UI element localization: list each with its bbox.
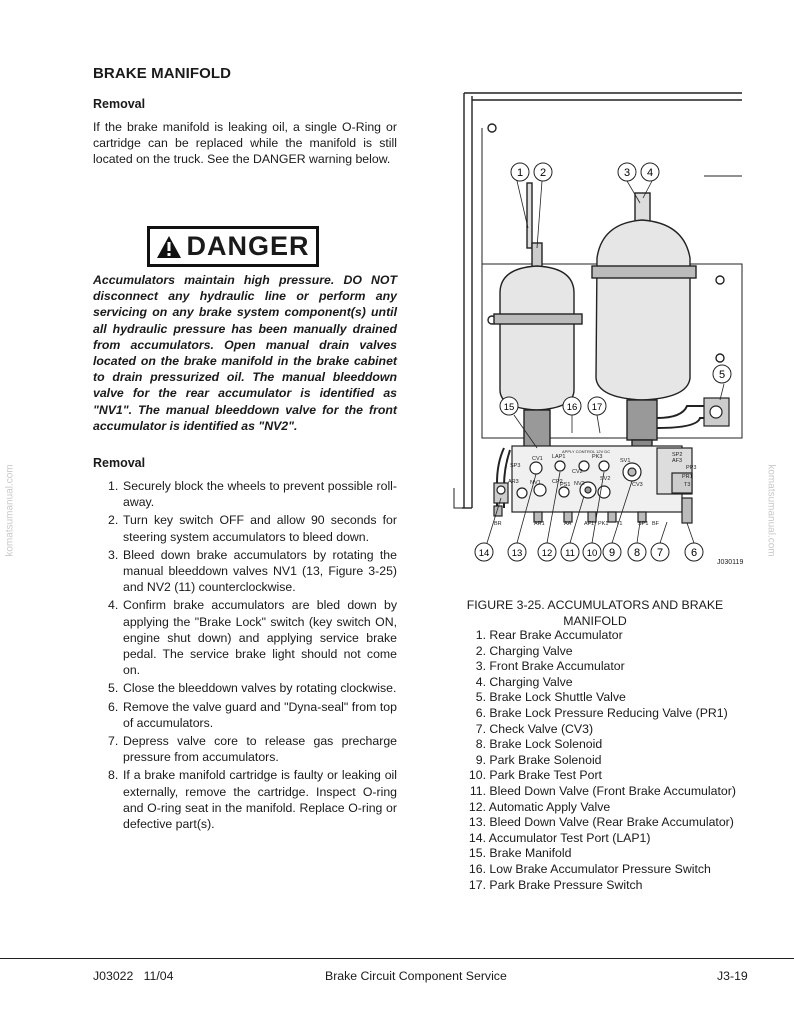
step-item: 6. Remove the valve guard and "Dyna-seal" from top of accumulators.	[108, 699, 397, 730]
footer-doc-id: J03022 11/04	[93, 969, 174, 983]
port-label: SP3	[510, 463, 521, 469]
callout-5	[713, 365, 731, 383]
svg-text:11: 11	[565, 548, 575, 559]
svg-text:7: 7	[656, 547, 664, 559]
callout-14	[475, 543, 493, 561]
shuttle-valve	[704, 398, 729, 426]
callout-15	[500, 397, 518, 415]
manifold-apply-label: APPLY CONTROL 12V DC	[562, 449, 611, 454]
port-label: LAP1	[552, 454, 566, 460]
svg-text:10: 10	[586, 548, 598, 559]
svg-text:4: 4	[646, 167, 654, 179]
legend-item: 16. Low Brake Accumulator Pressure Switch	[468, 861, 711, 876]
svg-text:1: 1	[516, 167, 524, 179]
callout-17	[588, 397, 606, 415]
step-item: 7. Depress valve core to release gas precharge pressure from accumulators.	[108, 734, 397, 765]
port-label: AR3	[508, 479, 519, 485]
callout-16	[563, 397, 581, 415]
svg-text:8: 8	[633, 547, 641, 559]
port-label: BF	[652, 521, 660, 527]
step-item: 8. If a brake manifold cartridge is faulty or leaking oil externally, remove the cartridge. Inspect O-ring and O-ring seat in the manifold. Replace O-ring or defective part(s).	[108, 768, 397, 832]
legend-item: 1. Rear Brake Accumulator	[475, 628, 623, 642]
footer-page-number: J3-19	[717, 969, 748, 983]
section-title: BRAKE MANIFOLD	[93, 65, 232, 82]
footer-divider	[0, 958, 794, 959]
port-label: AF1	[584, 521, 595, 527]
danger-warning-text: Accumulators maintain high pressure. DO NOT disconnect any hydraulic line or perform any servicing on any brake system component(s) until all hydraulic pressure has been manually drained from accumulators. Open manual drain valves located on the brake manifold in the brake cabinet to drain pressurized oil. The manual bleeddown valve for the rear accumulator is identified as "NV1". The manual bleeddown valve for the front accumulator is identified as "NV2".	[93, 273, 397, 433]
port-label: AF3	[672, 458, 683, 464]
port-label: NV2	[574, 481, 585, 487]
danger-word: DANGER	[186, 231, 310, 261]
figure-legend	[460, 628, 736, 893]
svg-text:12: 12	[541, 548, 553, 559]
removal-steps	[93, 478, 397, 834]
svg-text:5: 5	[718, 369, 726, 381]
callout-2	[534, 163, 552, 181]
legend-item: 2. Charging Valve	[475, 643, 573, 658]
svg-text:16: 16	[566, 402, 578, 413]
removal-heading: Removal	[93, 97, 146, 111]
port-label: SV1	[620, 458, 631, 464]
legend-item: 5. Brake Lock Shuttle Valve	[475, 690, 626, 705]
port-label: T3	[684, 482, 691, 488]
watermark-left: komatsumanual.com	[4, 464, 16, 557]
legend-item: 10. Park Brake Test Port	[468, 768, 602, 783]
svg-text:14: 14	[478, 548, 490, 559]
port-label: PP3	[686, 465, 697, 471]
legend-item: 4. Charging Valve	[475, 674, 573, 689]
svg-text:15: 15	[503, 402, 515, 413]
legend-item: 7. Check Valve (CV3)	[475, 721, 594, 736]
callout-4	[641, 163, 659, 181]
legend-item: 11. Bleed Down Valve (Front Brake Accumulator)	[469, 783, 736, 798]
svg-text:3: 3	[623, 167, 631, 179]
callout-13	[508, 543, 526, 561]
step-item: 4. Confirm brake accumulators are bled down by applying the "Brake Lock" switch (key switch ON, engine shut down) and applying service brake pedal. The service brake light should not come on.	[108, 598, 397, 678]
callout-11	[561, 543, 579, 561]
watermark-right: komatsumanual.com	[765, 464, 777, 557]
legend-item: 14. Accumulator Test Port (LAP1)	[468, 830, 651, 845]
legend-item: 12. Automatic Apply Valve	[468, 799, 611, 814]
port-label: T1	[616, 521, 623, 527]
svg-text:13: 13	[511, 548, 523, 559]
warning-triangle-icon	[156, 235, 182, 259]
callout-3	[618, 163, 636, 181]
legend-item: 9. Park Brake Solenoid	[475, 752, 602, 767]
port-label: CV1	[532, 456, 543, 462]
danger-label	[147, 226, 319, 267]
legend-item: 8. Brake Lock Solenoid	[475, 737, 603, 752]
front-accumulator	[592, 193, 696, 455]
legend-item: 6. Brake Lock Pressure Reducing Valve (PR1)	[475, 705, 728, 720]
drawing-id: J030119	[717, 559, 744, 566]
accumulator-figure	[442, 88, 772, 573]
footer-title: Brake Circuit Component Service	[325, 969, 507, 983]
callout-1	[511, 163, 529, 181]
step-item: 5. Close the bleeddown valves by rotating clockwise.	[108, 681, 397, 696]
legend-item: 15. Brake Manifold	[468, 846, 572, 861]
svg-text:17: 17	[591, 402, 603, 413]
port-label: BR	[494, 521, 502, 527]
step-item: 1. Securely block the wheels to prevent possible roll-away.	[108, 479, 397, 510]
rear-accumulator	[494, 183, 582, 463]
port-label: PK1	[598, 521, 609, 527]
port-label: PS1	[560, 482, 571, 488]
svg-text:6: 6	[690, 547, 698, 559]
port-label: PR1	[682, 474, 693, 480]
port-label: SV2	[600, 476, 611, 482]
removal-heading-2: Removal	[93, 456, 146, 470]
port-label: NV1	[530, 480, 541, 486]
port-label: PK3	[592, 454, 603, 460]
intro-paragraph: If the brake manifold is leaking oil, a single O-Ring or cartridge can be replaced while the manifold is still located on the truck. See the DANGER warning below.	[93, 120, 397, 167]
legend-item: 13. Bleed Down Valve (Rear Brake Accumulator)	[468, 815, 734, 830]
port-label: CV3	[632, 482, 643, 488]
svg-text:2: 2	[539, 167, 547, 179]
step-item: 2. Turn key switch OFF and allow 90 seconds for steering system accumulators to bleed down.	[108, 513, 397, 544]
port-label: CV2	[572, 469, 583, 475]
callout-6	[685, 543, 703, 561]
port-label: SP2	[672, 452, 683, 458]
port-label: CP2	[552, 479, 563, 485]
port-label: SP1	[638, 521, 649, 527]
port-label: AA	[564, 521, 572, 527]
svg-text:9: 9	[608, 547, 616, 559]
callout-8	[628, 543, 646, 561]
callout-12	[538, 543, 556, 561]
callout-10	[583, 543, 601, 561]
callout-7	[651, 543, 669, 561]
legend-item: 3. Front Brake Accumulator	[475, 659, 625, 674]
figure-caption: FIGURE 3-25. ACCUMULATORS AND BRAKE MANIFOLD	[466, 598, 724, 628]
legend-item: 17. Park Brake Pressure Switch	[468, 877, 643, 892]
callout-9	[603, 543, 621, 561]
step-item: 3. Bleed down brake accumulators by rotating the manual bleeddown valves NV1 (13, Figure 3-25) and NV2 (11) counterclockwise.	[108, 547, 397, 595]
port-label: AR1	[534, 521, 545, 527]
